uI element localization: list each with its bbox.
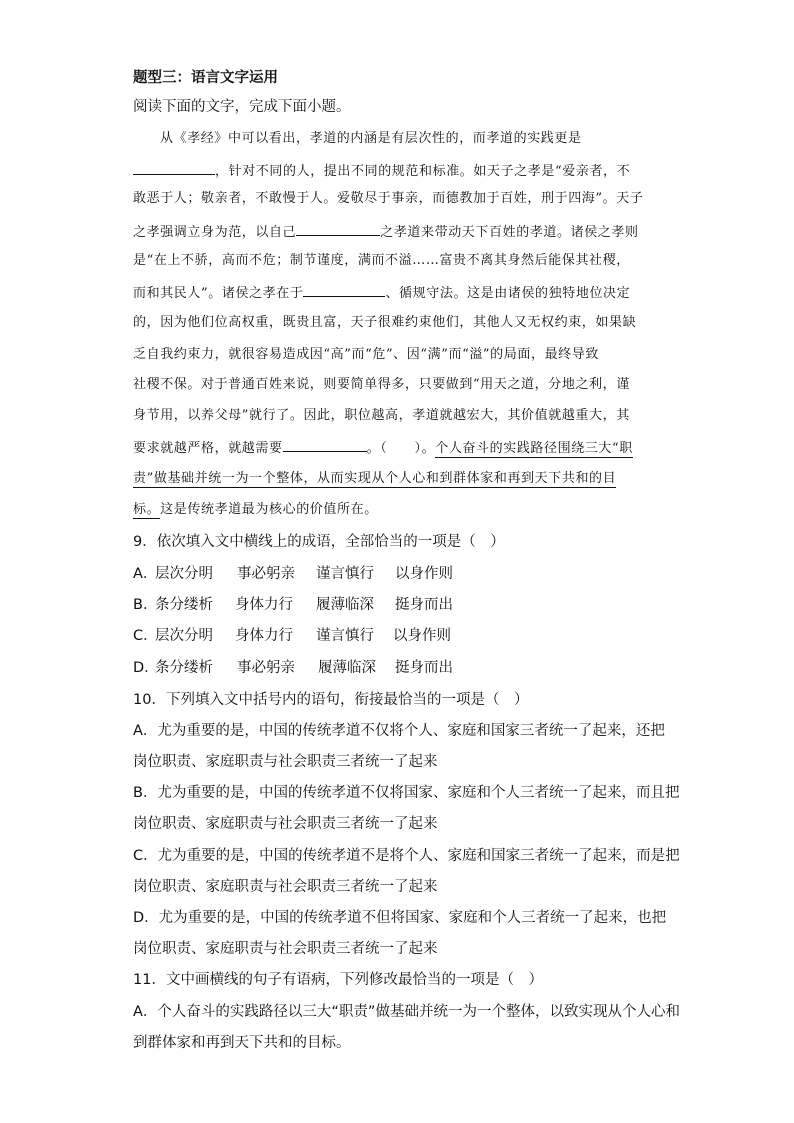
section-title: 题型三：语言文字运用	[133, 70, 278, 86]
question-10-option-b-cont: 岗位职责、家庭职责与社会职责三者统一了起来	[133, 816, 438, 832]
underlined-sentence: 标。	[133, 502, 161, 517]
answer-blank	[283, 437, 367, 452]
passage-line: 从《孝经》中可以看出，孝道的内涵是有层次性的，而孝道的实践更是	[160, 131, 582, 146]
question-10-stem: 10．下列填入文中括号内的语句，衔接最恰当的一项是（ ）	[133, 692, 529, 708]
answer-blank	[133, 160, 215, 175]
passage-line: 标。这是传统孝道最为核心的价值所在。	[133, 502, 378, 517]
passage-line: 社稷不保。对于普通百姓来说，则要简单得多，只要做到“用天之道，分地之利，谨	[133, 377, 630, 392]
answer-blank	[296, 221, 380, 236]
question-9-option-b: B． 条分缕析 身体力行 履薄临深 挺身而出	[133, 597, 453, 613]
question-11-option-a-cont: 到群体家和再到天下共和的目标。	[133, 1035, 351, 1051]
question-10-option-c: C．尤为重要的是，中国的传统孝道不是将个人、家庭和国家三者统一了起来，而是把	[133, 848, 680, 864]
passage-line: ，针对不同的人，提出不同的规范和标准。如天子之孝是“爱亲者，不	[133, 160, 630, 182]
passage-line	[133, 469, 616, 489]
question-11-stem: 11．文中画横线的句子有语病，下列修改最恰当的一项是（ ）	[133, 972, 543, 988]
underlined-sentence: 个人奋斗的实践路径围绕三大“职	[435, 441, 633, 456]
passage-line: 而和其民人”。诸侯之孝在于 、循规守法。这是由诸侯的独特地位决定	[133, 282, 630, 304]
question-9-option-a: A． 层次分明 事必躬亲 谨言慎行 以身作则	[133, 566, 453, 582]
passage-line: 敢恶于人；敬亲者，不敢慢于人。爱敬尽于事亲，而德教加于百姓，刑于四海”。天子	[133, 191, 644, 206]
question-10-option-d: D．尤为重要的是，中国的传统孝道不但将国家、家庭和个人三者统一了起来，也把	[133, 910, 667, 926]
underlined-sentence: 责”做基础并统一为一个整体，从而实现从个人心和到群体家和再到天下共和的目	[133, 471, 617, 486]
question-10-option-a-cont: 岗位职责、家庭职责与社会职责三者统一了起来	[133, 754, 438, 770]
passage-line: 的，因为他们位高权重，既贵且富，天子很难约束他们，其他人又无权约束，如果缺	[133, 315, 637, 330]
passage-line: 身节用，以养父母”就行了。因此，职位越高，孝道就越宏大，其价值就越重大，其	[133, 408, 630, 423]
question-10-option-b: B．尤为重要的是，中国的传统孝道不仅将国家、家庭和个人三者统一了起来，而且把	[133, 785, 680, 801]
passage-line: 乏自我约束力，就很容易造成因“高”而“危”、因“满”而“溢”的局面，最终导致	[133, 347, 599, 362]
question-9-option-c: C． 层次分明 身体力行 谨言慎行 以身作则	[133, 628, 451, 644]
question-9-option-d: D． 条分缕析 事必躬亲 履薄临深 挺身而出	[133, 660, 453, 676]
instruction-text: 阅读下面的文字，完成下面小题。	[133, 99, 351, 115]
passage-line: 要求就越严格，就越需要 。（ ）。个人奋斗的实践路径围绕三大“职	[133, 437, 633, 459]
question-10-option-a: A．尤为重要的是，中国的传统孝道不仅将个人、家庭和国家三者统一了起来，还把	[133, 723, 665, 739]
passage-line: 是“在上不骄，高而不危；制节谨度，满而不溢……富贵不离其身然后能保其社稷，	[133, 253, 630, 268]
question-10-option-c-cont: 岗位职责、家庭职责与社会职责三者统一了起来	[133, 879, 438, 895]
answer-blank	[303, 282, 385, 297]
question-10-option-d-cont: 岗位职责、家庭职责与社会职责三者统一了起来	[133, 941, 438, 957]
question-9-stem: 9．依次填入文中横线上的成语，全部恰当的一项是（ ）	[133, 534, 505, 550]
passage-line: 之孝强调立身为范，以自己 之孝道来带动天下百姓的孝道。诸侯之孝则	[133, 221, 639, 243]
question-11-option-a: A．个人奋斗的实践路径以三大“职责”做基础并统一为一个整体，以致实现从个人心和	[133, 1004, 680, 1020]
